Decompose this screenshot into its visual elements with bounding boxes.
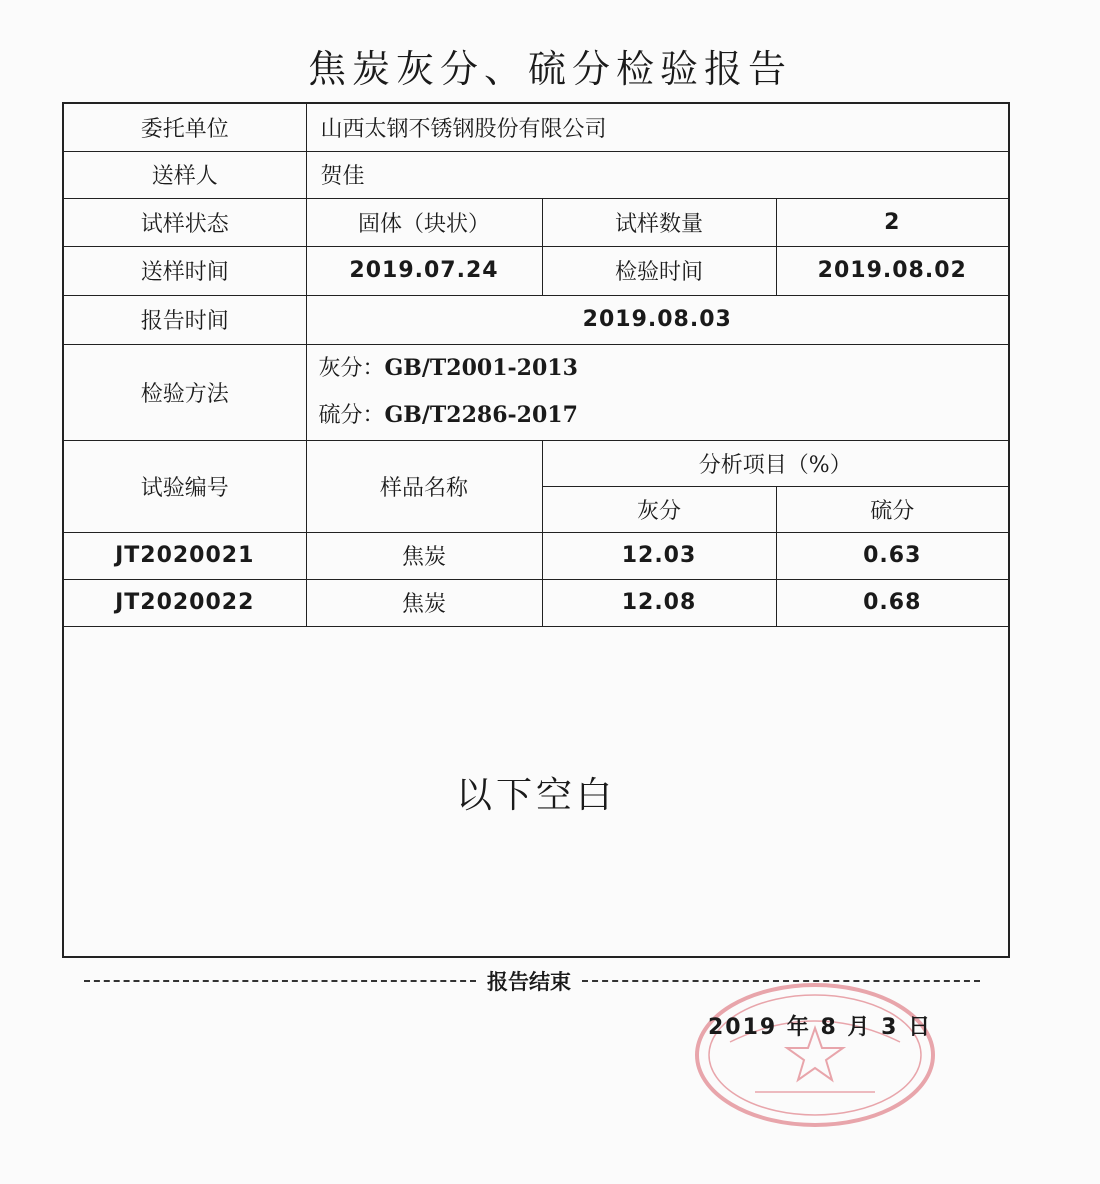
dashed-divider-left: [84, 980, 476, 982]
sender-label: 送样人: [64, 151, 306, 198]
report-end-text: 报告结束: [487, 969, 571, 994]
method-ash-label: 灰分：: [318, 356, 385, 381]
table-row: [64, 579, 1008, 626]
blank-text: 以下空白: [455, 774, 616, 816]
report-time-row: [64, 295, 1008, 344]
report-table: [64, 104, 1008, 627]
client-label: 委托单位: [64, 104, 306, 151]
report-title: 焦炭灰分、硫分检验报告: [307, 47, 792, 91]
sample-count-label: 试样数量: [542, 198, 776, 246]
method-sulfur-label: 硫分：: [318, 403, 385, 428]
sample-id: JT2020021: [64, 532, 306, 579]
report-date: 2019 年 8 月 3 日: [708, 1015, 933, 1040]
sender-value: 贺佳: [306, 151, 1008, 198]
report-time-value: 2019.08.03: [306, 295, 1008, 344]
sender-row: [64, 151, 1008, 198]
col-analysis-header: 分析项目（%）: [542, 440, 1008, 486]
client-row: [64, 104, 1008, 151]
send-time-label: 送样时间: [64, 246, 306, 295]
official-seal-stamp: [690, 980, 940, 1130]
method-sulfur-code: GB/T2286-2017: [384, 402, 578, 428]
sample-state-value: 固体（块状）: [306, 198, 542, 246]
col-sulfur-header: 硫分: [776, 486, 1008, 532]
sample-count-value: 2: [776, 198, 1008, 246]
method-label: 检验方法: [64, 344, 306, 440]
sulfur-value: 0.68: [776, 579, 1008, 626]
method-ash-line: [307, 345, 1009, 392]
col-ash-header: 灰分: [542, 486, 776, 532]
inspect-time-value: 2019.08.02: [776, 246, 1008, 295]
sample-state-label: 试样状态: [64, 198, 306, 246]
ash-value: 12.03: [542, 532, 776, 579]
method-ash-code: GB/T2001-2013: [384, 355, 578, 381]
report-frame: [62, 102, 1010, 958]
results-header-row-1: [64, 440, 1008, 486]
sample-state-row: [64, 198, 1008, 246]
method-sulfur-line: [307, 392, 1009, 439]
sample-name: 焦炭: [306, 579, 542, 626]
send-time-value: 2019.07.24: [306, 246, 542, 295]
time-row: [64, 246, 1008, 295]
sulfur-value: 0.63: [776, 532, 1008, 579]
report-time-label: 报告时间: [64, 295, 306, 344]
method-value: [306, 344, 1008, 440]
blank-area: [64, 627, 1008, 955]
ash-value: 12.08: [542, 579, 776, 626]
inspect-time-label: 检验时间: [542, 246, 776, 295]
table-row: [64, 532, 1008, 579]
method-row: [64, 344, 1008, 440]
sample-id: JT2020022: [64, 579, 306, 626]
col-id-header: 试验编号: [64, 440, 306, 532]
col-name-header: 样品名称: [306, 440, 542, 532]
sample-name: 焦炭: [306, 532, 542, 579]
client-value: 山西太钢不锈钢股份有限公司: [306, 104, 1008, 151]
